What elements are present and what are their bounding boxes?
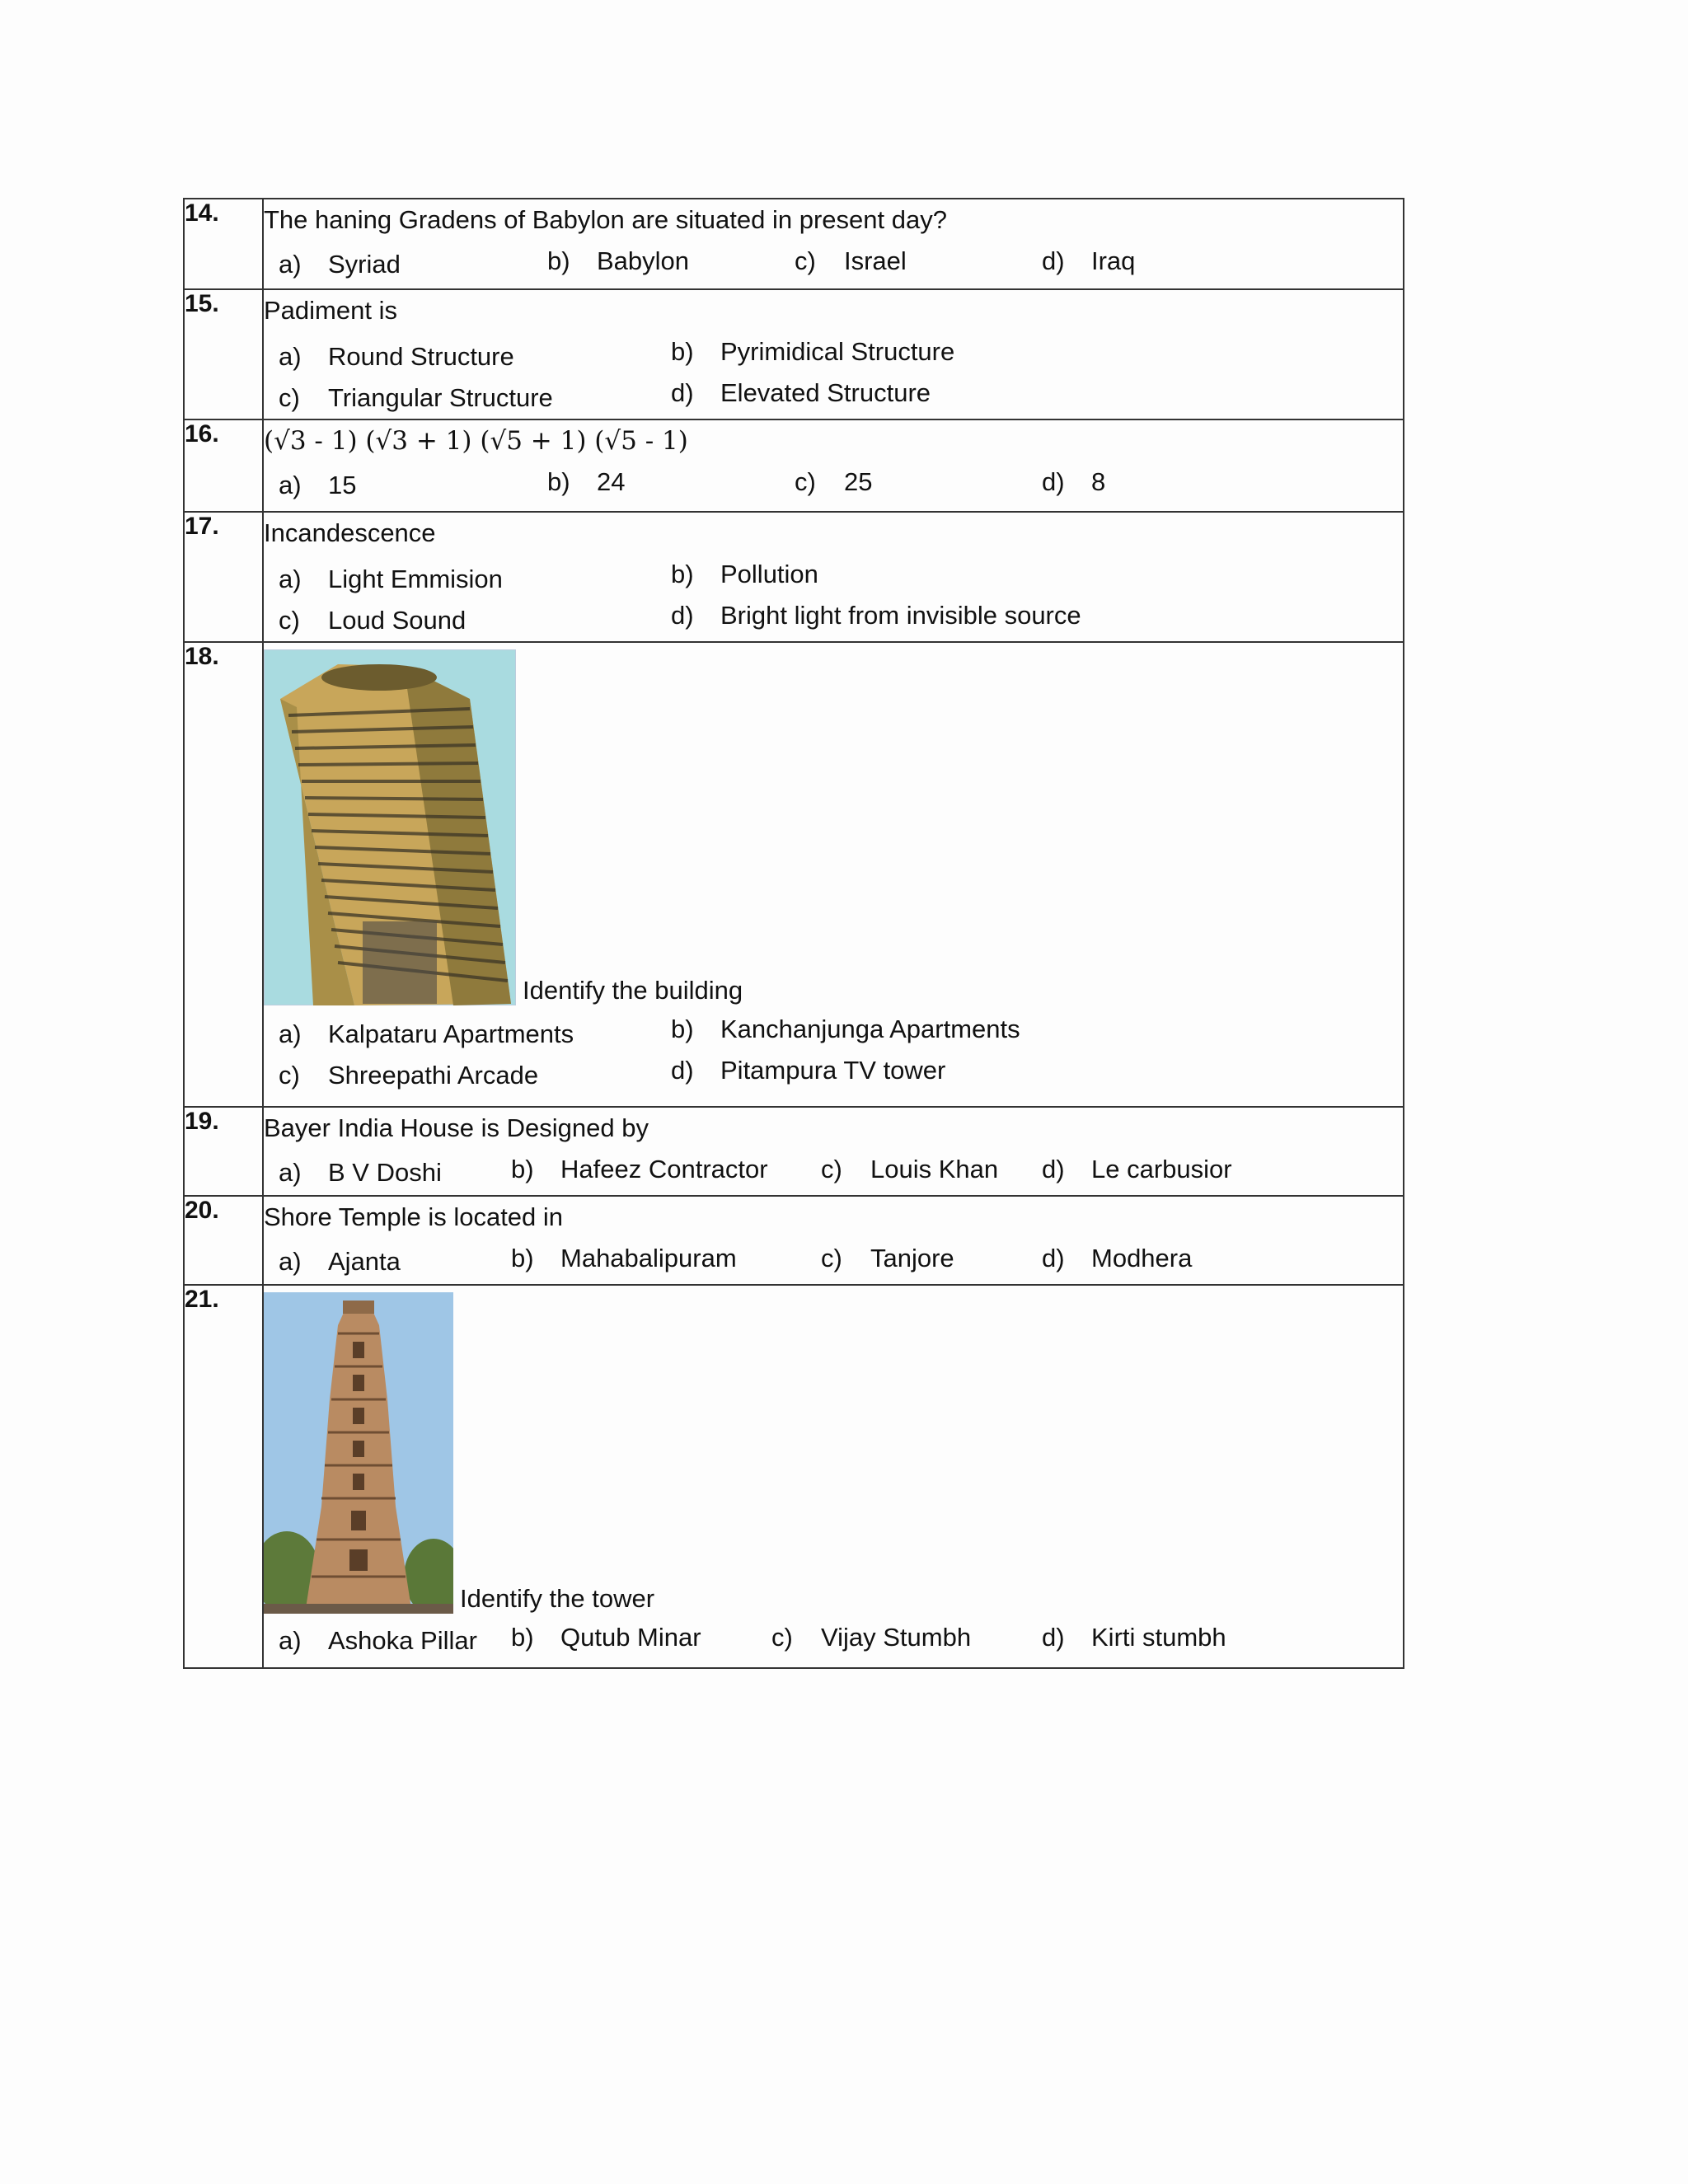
option[interactable]: d) Pitampura TV tower [671, 1056, 946, 1085]
option[interactable]: d) Kirti stumbh [1042, 1623, 1226, 1652]
question-text: (√3 - 1) (√3 + 1) (√5 + 1) (√5 - 1) [264, 426, 688, 456]
question-text: Bayer India House is Designed by [264, 1113, 649, 1142]
question-row [184, 642, 1404, 1107]
question-table [183, 198, 1404, 1669]
question-text: The haning Gradens of Babylon are situated in present day? [264, 205, 947, 234]
option[interactable]: a) 15 [279, 471, 357, 499]
tower-image [264, 1292, 453, 1614]
option[interactable]: d) Modhera [1042, 1244, 1193, 1272]
question-text: Padiment is [264, 296, 397, 325]
question-text: Identify the building [523, 976, 743, 1005]
option[interactable]: b) Kanchanjunga Apartments [671, 1015, 1020, 1043]
option[interactable]: c) Loud Sound [279, 606, 467, 635]
option[interactable]: a) Ashoka Pillar [279, 1626, 477, 1655]
question-row [184, 512, 1404, 642]
question-row [184, 289, 1404, 419]
option[interactable]: d) Elevated Structure [671, 378, 931, 407]
option[interactable]: c) Tanjore [821, 1244, 954, 1272]
question-row [184, 1107, 1404, 1196]
question-text: Identify the tower [460, 1584, 655, 1613]
question-number: 19. [184, 1107, 263, 1196]
option[interactable]: a) Ajanta [279, 1247, 401, 1276]
option[interactable]: b) Qutub Minar [511, 1623, 701, 1652]
option[interactable]: a) Syriad [279, 250, 401, 279]
option[interactable]: b) Babylon [547, 246, 690, 275]
option[interactable]: a) Round Structure [279, 342, 514, 371]
building-image [264, 649, 516, 1005]
option[interactable]: c) Shreepathi Arcade [279, 1061, 539, 1090]
question-row [184, 1196, 1404, 1285]
option[interactable]: d) 8 [1042, 467, 1106, 496]
option[interactable]: b) Pyrimidical Structure [671, 337, 955, 366]
question-number: 20. [184, 1196, 263, 1285]
question-number: 15. [184, 289, 263, 419]
option[interactable]: b) Mahabalipuram [511, 1244, 737, 1272]
question-text: Shore Temple is located in [264, 1202, 564, 1231]
option[interactable]: c) Triangular Structure [279, 383, 553, 412]
question-number: 16. [184, 419, 263, 512]
option[interactable]: d) Bright light from invisible source [671, 601, 1081, 630]
option[interactable]: d) Le carbusior [1042, 1155, 1232, 1183]
question-row [184, 199, 1404, 289]
option[interactable]: a) B V Doshi [279, 1158, 442, 1187]
question-row [184, 419, 1404, 512]
option[interactable]: c) Louis Khan [821, 1155, 999, 1183]
option[interactable]: b) Pollution [671, 560, 818, 588]
option[interactable]: c) 25 [795, 467, 873, 496]
option[interactable]: c) Israel [795, 246, 907, 275]
question-row [184, 1285, 1404, 1668]
option[interactable]: a) Kalpataru Apartments [279, 1019, 574, 1048]
option[interactable]: b) Hafeez Contractor [511, 1155, 768, 1183]
question-text: Incandescence [264, 518, 436, 547]
option[interactable]: d) Iraq [1042, 246, 1136, 275]
option[interactable]: b) 24 [547, 467, 626, 496]
question-number: 18. [184, 642, 263, 1107]
question-number: 21. [184, 1285, 263, 1668]
question-number: 14. [184, 199, 263, 289]
question-number: 17. [184, 512, 263, 642]
option[interactable]: a) Light Emmision [279, 565, 503, 593]
option[interactable]: c) Vijay Stumbh [771, 1623, 972, 1652]
